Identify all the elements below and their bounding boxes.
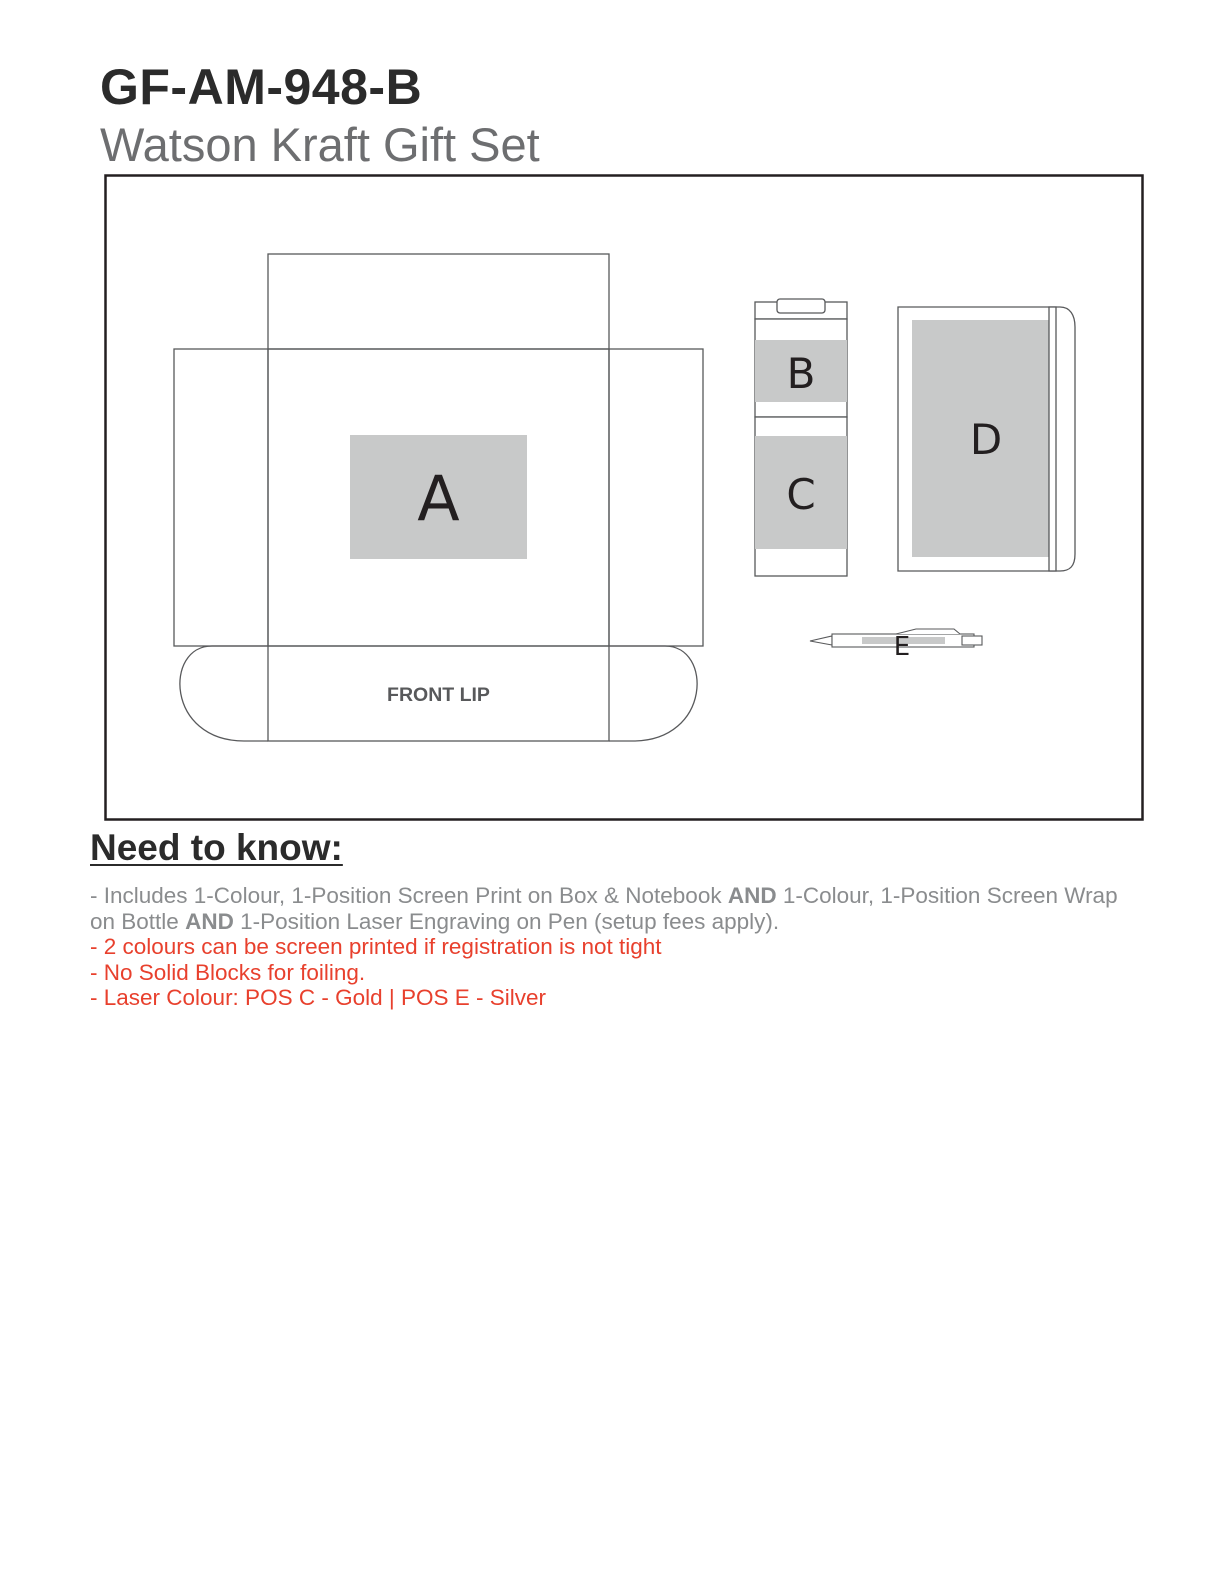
need-to-know-notes — [90, 883, 1140, 1011]
note-includes-and-2: AND — [185, 908, 234, 934]
need-to-know-heading: Need to know: — [90, 827, 343, 868]
note-no-solid-blocks: - No Solid Blocks for foiling. — [90, 959, 366, 985]
diagram-svg — [104, 174, 1144, 821]
position-c-label: C — [786, 470, 816, 519]
product-name: Watson Kraft Gift Set — [100, 118, 540, 171]
product-code: GF-AM-948-B — [100, 59, 423, 115]
front-lip-label: FRONT LIP — [387, 684, 490, 706]
print-position-diagram — [104, 174, 1144, 821]
position-d-label: D — [969, 415, 1003, 464]
note-includes-text-1: - Includes 1-Colour, 1-Position Screen Print on Box & Notebook — [90, 883, 728, 908]
bottle-lid-handle — [777, 299, 825, 313]
pen-top-end — [962, 636, 982, 645]
note-two-colours: - 2 colours can be screen printed if registration is not tight — [90, 934, 662, 959]
position-b-label: B — [786, 349, 816, 398]
note-includes-text-2: 1-Colour, 1-Position Screen Wrap on Bottle — [90, 883, 1118, 934]
note-includes-text-3: 1-Position Laser Engraving on Pen (setup fees apply). — [233, 908, 780, 934]
position-e-label: E — [893, 632, 911, 662]
note-includes — [90, 883, 1140, 934]
note-laser-colour: - Laser Colour: POS C - Gold | POS E - Silver — [90, 985, 546, 1010]
position-a-label: A — [417, 462, 460, 535]
note-includes-and-1: AND — [727, 883, 777, 908]
notebook-elastic-band — [1049, 307, 1056, 571]
